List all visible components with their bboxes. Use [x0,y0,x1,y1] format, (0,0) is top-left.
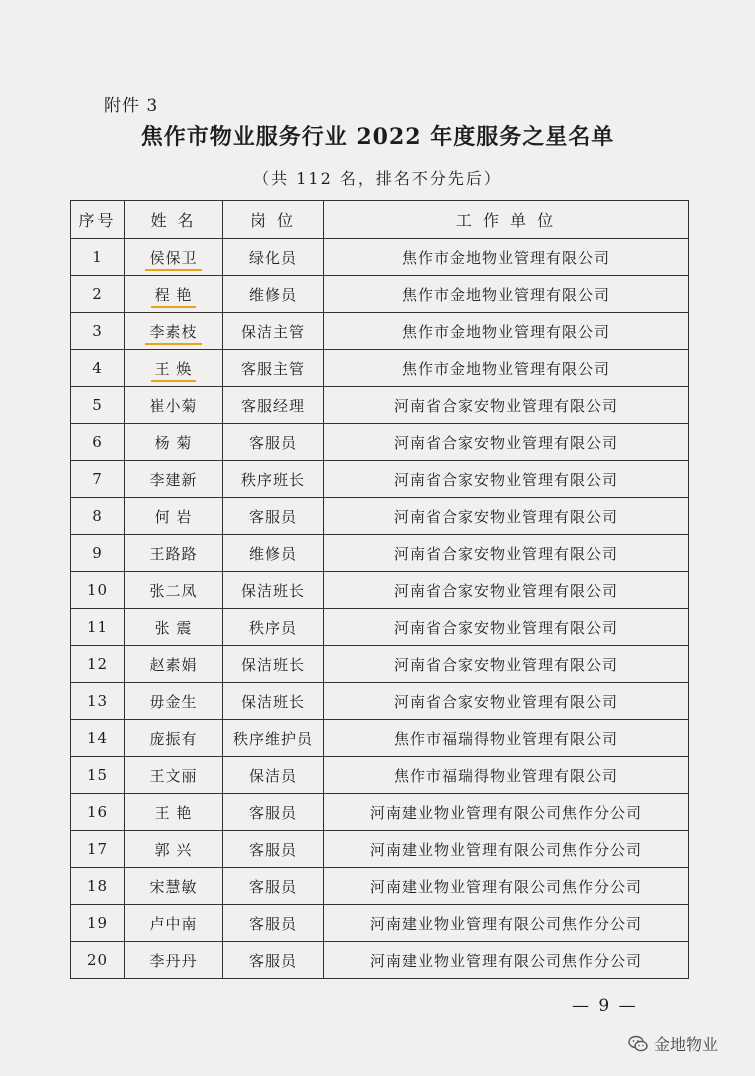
page-number: — 9 — [572,996,638,1016]
position-cell: 秩序班长 [223,461,324,498]
row-number: 10 [71,572,125,609]
organization-cell: 焦作市福瑞得物业管理有限公司 [324,757,689,794]
table-row [71,609,689,646]
table-row [71,350,689,387]
row-number: 20 [71,942,125,979]
organization-cell: 焦作市金地物业管理有限公司 [324,313,689,350]
row-number: 5 [71,387,125,424]
organization-cell: 焦作市福瑞得物业管理有限公司 [324,720,689,757]
table-row [71,313,689,350]
person-name: 侯保卫 [145,249,201,271]
row-number: 14 [71,720,125,757]
table-row [71,424,689,461]
organization-cell: 河南建业物业管理有限公司焦作分公司 [324,794,689,831]
position-cell: 客服经理 [223,387,324,424]
person-name: 毋金生 [149,692,198,711]
table-row [71,535,689,572]
organization-cell: 河南省合家安物业管理有限公司 [324,646,689,683]
table-row [71,868,689,905]
person-name-cell [125,424,223,461]
person-name-cell [125,572,223,609]
person-name-cell [125,905,223,942]
organization-cell: 河南省合家安物业管理有限公司 [324,572,689,609]
star-roster-table [70,200,689,979]
position-cell: 客服员 [223,905,324,942]
person-name: 宋慧敏 [149,877,198,896]
table-row [71,757,689,794]
person-name-cell [125,794,223,831]
person-name-cell [125,313,223,350]
row-number: 6 [71,424,125,461]
person-name-cell [125,498,223,535]
organization-cell: 河南省合家安物业管理有限公司 [324,387,689,424]
position-cell: 维修员 [223,535,324,572]
person-name-cell [125,609,223,646]
person-name: 王 艳 [154,803,193,822]
table-row [71,831,689,868]
person-name-cell [125,868,223,905]
table-body [71,239,689,979]
table-row [71,461,689,498]
row-number: 12 [71,646,125,683]
person-name: 庞振有 [149,729,198,748]
person-name-cell [125,461,223,498]
table-row [71,387,689,424]
organization-cell: 河南建业物业管理有限公司焦作分公司 [324,905,689,942]
person-name-cell [125,720,223,757]
row-number: 4 [71,350,125,387]
organization-cell: 河南建业物业管理有限公司焦作分公司 [324,868,689,905]
organization-cell: 焦作市金地物业管理有限公司 [324,239,689,276]
position-cell: 客服员 [223,831,324,868]
row-number: 11 [71,609,125,646]
organization-cell: 河南省合家安物业管理有限公司 [324,535,689,572]
organization-cell: 河南省合家安物业管理有限公司 [324,461,689,498]
person-name-cell [125,387,223,424]
row-number: 17 [71,831,125,868]
person-name: 崔小菊 [149,396,198,415]
watermark-text: 金地物业 [654,1035,719,1054]
person-name: 张二凤 [149,581,198,600]
position-cell: 保洁主管 [223,313,324,350]
organization-cell: 河南建业物业管理有限公司焦作分公司 [324,942,689,979]
position-cell: 维修员 [223,276,324,313]
person-name-cell [125,239,223,276]
row-number: 7 [71,461,125,498]
person-name: 张 震 [154,618,193,637]
position-cell: 秩序维护员 [223,720,324,757]
position-cell: 客服员 [223,942,324,979]
person-name: 李丹丹 [149,951,198,970]
row-number: 13 [71,683,125,720]
header-name: 姓 名 [125,201,223,239]
table-row [71,276,689,313]
position-cell: 秩序员 [223,609,324,646]
header-no: 序号 [71,201,125,239]
position-cell: 客服员 [223,498,324,535]
row-number: 16 [71,794,125,831]
person-name-cell [125,350,223,387]
organization-cell: 河南建业物业管理有限公司焦作分公司 [324,831,689,868]
position-cell: 保洁员 [223,757,324,794]
person-name: 郭 兴 [154,840,193,859]
header-org: 工 作 单 位 [324,201,689,239]
position-cell: 客服主管 [223,350,324,387]
person-name: 杨 菊 [154,433,193,452]
page-subtitle: （共 112 名，排名不分先后） [253,169,502,188]
person-name: 赵素娟 [149,655,198,674]
person-name-cell [125,276,223,313]
table-row [71,942,689,979]
page-title: 焦作市物业服务行业 2022 年度服务之星名单 [140,124,615,150]
row-number: 19 [71,905,125,942]
organization-cell: 河南省合家安物业管理有限公司 [324,424,689,461]
person-name: 王文丽 [149,766,198,785]
person-name: 王路路 [149,544,198,563]
organization-cell: 焦作市金地物业管理有限公司 [324,350,689,387]
person-name: 王 焕 [151,360,197,382]
position-cell: 保洁班长 [223,572,324,609]
position-cell: 保洁班长 [223,683,324,720]
table-row [71,683,689,720]
table-row [71,720,689,757]
person-name: 李建新 [149,470,198,489]
row-number: 18 [71,868,125,905]
wechat-icon [628,1035,648,1053]
table-row [71,572,689,609]
person-name-cell [125,757,223,794]
row-number: 9 [71,535,125,572]
position-cell: 客服员 [223,424,324,461]
row-number: 3 [71,313,125,350]
organization-cell: 河南省合家安物业管理有限公司 [324,683,689,720]
organization-cell: 河南省合家安物业管理有限公司 [324,498,689,535]
person-name: 何 岩 [154,507,193,526]
person-name: 卢中南 [149,914,198,933]
row-number: 2 [71,276,125,313]
attachment-label: 附件 3 [104,96,159,116]
row-number: 1 [71,239,125,276]
row-number: 8 [71,498,125,535]
row-number: 15 [71,757,125,794]
position-cell: 客服员 [223,794,324,831]
person-name-cell [125,942,223,979]
table-row [71,498,689,535]
table-row [71,794,689,831]
person-name-cell [125,683,223,720]
table-row [71,239,689,276]
person-name: 程 艳 [151,286,197,308]
person-name-cell [125,535,223,572]
person-name-cell [125,831,223,868]
organization-cell: 河南省合家安物业管理有限公司 [324,609,689,646]
organization-cell: 焦作市金地物业管理有限公司 [324,276,689,313]
header-position: 岗 位 [223,201,324,239]
person-name: 李素枝 [145,323,201,345]
person-name-cell [125,646,223,683]
wechat-watermark [628,1032,718,1055]
table-row [71,646,689,683]
table-row [71,905,689,942]
position-cell: 客服员 [223,868,324,905]
position-cell: 保洁班长 [223,646,324,683]
table-header-row [71,201,689,239]
position-cell: 绿化员 [223,239,324,276]
